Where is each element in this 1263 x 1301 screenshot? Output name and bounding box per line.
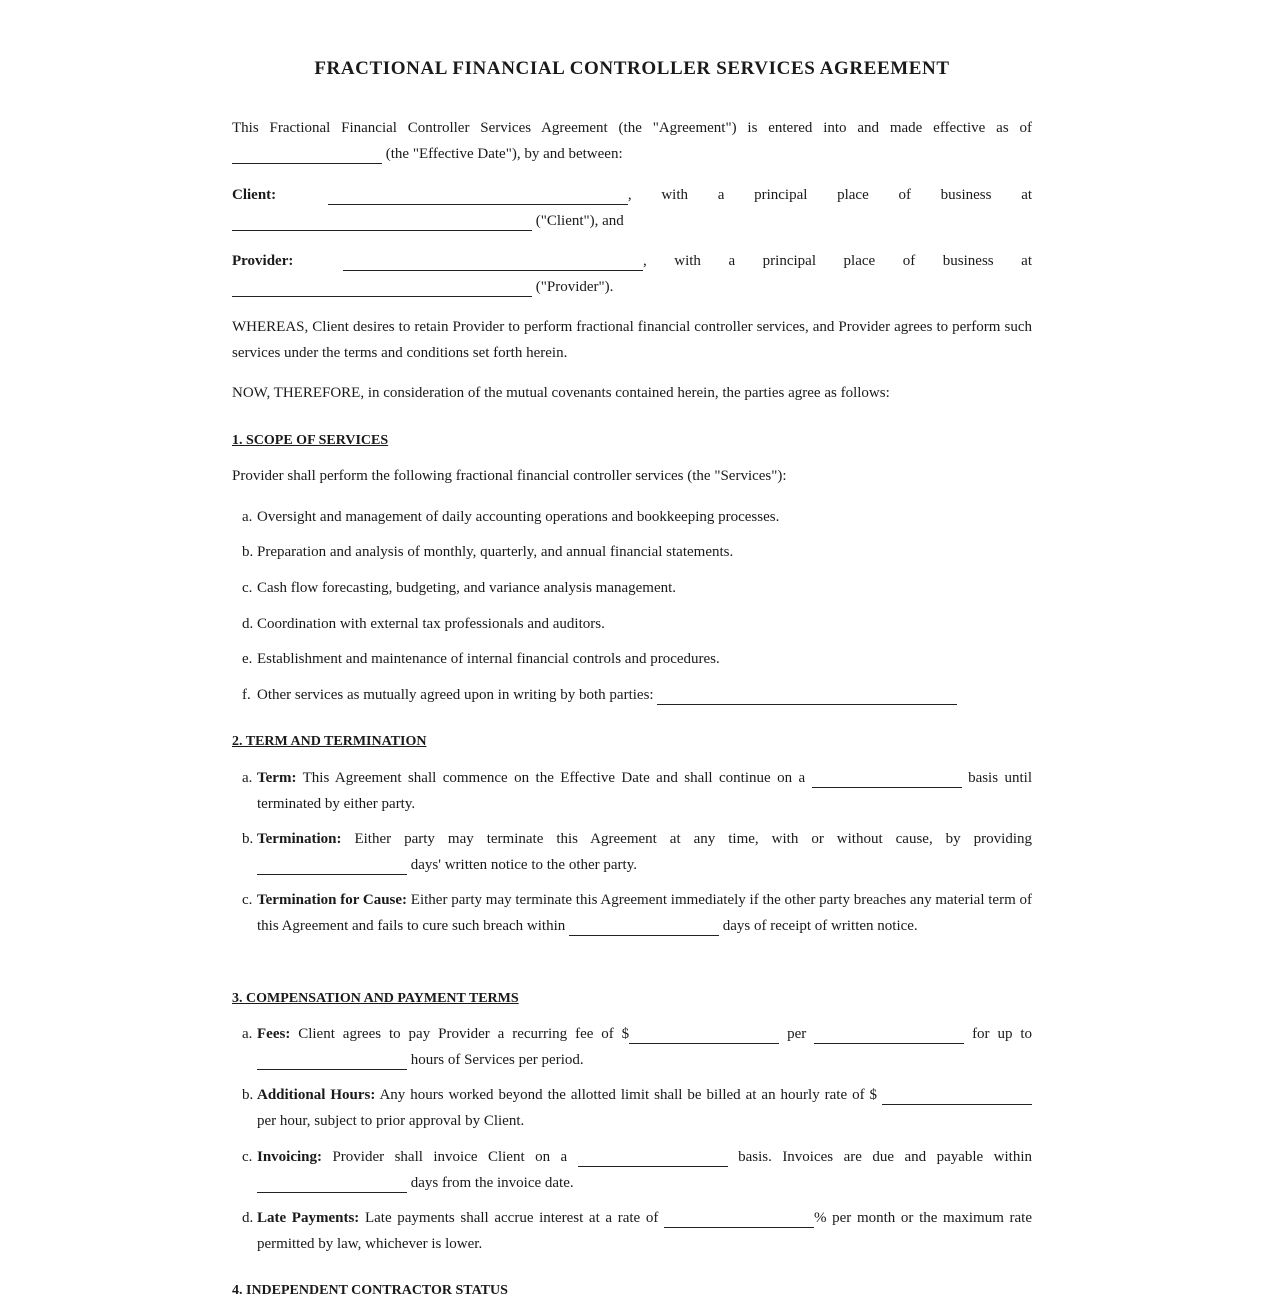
invoicing-label: Invoicing: bbox=[257, 1149, 323, 1165]
termination-text-2: days' written notice to the other party. bbox=[410, 857, 637, 873]
term-text-1: This Agreement shall commence on the Effective Date and shall continue on a bbox=[302, 770, 806, 786]
term-item-c bbox=[232, 887, 1032, 939]
additional-hours-item-text bbox=[257, 1082, 1032, 1134]
additional-hours-label: Additional Hours: bbox=[257, 1087, 376, 1103]
scope-item-b bbox=[232, 539, 1032, 565]
scope-item-marker: c. bbox=[242, 580, 253, 596]
section-1-heading: 1. SCOPE OF SERVICES bbox=[232, 433, 389, 448]
scope-item-marker: b. bbox=[242, 544, 254, 560]
invoicing-item-text bbox=[257, 1144, 1032, 1196]
termination-cause-text-1: Either party may terminate this Agreement immediately if the other party breaches any material term of this Agreement and fails to cure such breach within bbox=[257, 892, 1033, 934]
effective-date-blank[interactable] bbox=[232, 145, 382, 164]
fees-item-text bbox=[257, 1021, 1032, 1073]
term-item-marker: c. bbox=[242, 892, 253, 908]
scope-item-text: Other services as mutually agreed upon in writing by both parties: bbox=[257, 687, 654, 703]
compensation-item-c bbox=[232, 1144, 1032, 1196]
provider-paragraph bbox=[232, 248, 1032, 300]
fee-amount-blank[interactable] bbox=[629, 1025, 779, 1044]
late-payments-item-text bbox=[257, 1205, 1032, 1257]
client-label: Client: bbox=[232, 187, 277, 203]
invoicing-text-2: basis. Invoices are due and payable within bbox=[738, 1149, 1032, 1165]
client-line-1 bbox=[232, 182, 1032, 208]
term-item-a bbox=[232, 765, 1032, 817]
scope-item-marker: e. bbox=[242, 651, 253, 667]
provider-address-blank[interactable] bbox=[232, 278, 532, 297]
term-item-marker: b. bbox=[242, 831, 254, 847]
fee-hours-blank[interactable] bbox=[257, 1051, 407, 1070]
late-payments-label: Late Payments: bbox=[257, 1210, 360, 1226]
fees-text-2: per bbox=[787, 1026, 807, 1042]
fees-text-4: hours of Services per period. bbox=[410, 1052, 584, 1068]
provider-label: Provider: bbox=[232, 253, 294, 269]
scope-item-a bbox=[232, 504, 1032, 530]
provider-name-blank[interactable] bbox=[343, 252, 643, 271]
term-label: Term: bbox=[257, 770, 297, 786]
notice-days-blank[interactable] bbox=[257, 856, 407, 875]
termination-cause-item-text bbox=[257, 887, 1032, 939]
provider-line-2 bbox=[232, 274, 1032, 300]
client-line-1-text: , with a principal place of business at bbox=[627, 187, 1033, 203]
intro-line-1: This Fractional Financial Controller Services Agreement (the "Agreement") is entered into and made effective as of bbox=[232, 120, 1032, 136]
scope-item-e bbox=[232, 646, 1032, 672]
invoicing-text-1: Provider shall invoice Client on a bbox=[332, 1149, 568, 1165]
intro-line-2-text: (the "Effective Date"), by and between: bbox=[385, 146, 623, 162]
fees-text-1: Client agrees to pay Provider a recurring fee of $ bbox=[298, 1026, 630, 1042]
provider-line-2-text: ("Provider"). bbox=[535, 279, 614, 295]
scope-item-c bbox=[232, 575, 1032, 601]
hourly-rate-blank[interactable] bbox=[882, 1086, 1032, 1105]
scope-item-d bbox=[232, 611, 1032, 637]
interest-rate-blank[interactable] bbox=[664, 1209, 814, 1228]
term-text-2: basis until terminated by either party. bbox=[257, 770, 1032, 812]
compensation-item-marker: a. bbox=[242, 1026, 253, 1042]
scope-item-text: Oversight and management of daily accounting operations and bookkeeping processes. bbox=[257, 509, 780, 525]
additional-hours-text-1: Any hours worked beyond the allotted limit shall be billed at an hourly rate of $ bbox=[379, 1087, 878, 1103]
invoice-due-days-blank[interactable] bbox=[257, 1174, 407, 1193]
scope-item-text: Cash flow forecasting, budgeting, and variance analysis management. bbox=[257, 580, 677, 596]
compensation-item-marker: d. bbox=[242, 1210, 254, 1226]
term-item-b bbox=[232, 826, 1032, 878]
scope-item-text: Establishment and maintenance of internal financial controls and procedures. bbox=[257, 651, 720, 667]
section-3-heading: 3. COMPENSATION AND PAYMENT TERMS bbox=[232, 991, 519, 1006]
term-basis-blank[interactable] bbox=[812, 769, 962, 788]
section-1-intro bbox=[232, 463, 1032, 489]
intro-line-2 bbox=[232, 141, 1032, 167]
scope-item-marker: f. bbox=[242, 687, 251, 703]
other-services-blank[interactable] bbox=[657, 686, 957, 705]
termination-cause-label: Termination for Cause: bbox=[257, 892, 408, 908]
now-therefore-text: NOW, THEREFORE, in consideration of the mutual covenants contained herein, the parties agree as follows: bbox=[232, 385, 890, 401]
late-payments-text-1: Late payments shall accrue interest at a rate of bbox=[364, 1210, 659, 1226]
fees-text-3: for up to bbox=[972, 1026, 1033, 1042]
scope-item-f bbox=[232, 682, 1032, 708]
section-4-heading: 4. INDEPENDENT CONTRACTOR STATUS bbox=[232, 1283, 508, 1298]
scope-item-marker: a. bbox=[242, 509, 253, 525]
section-1-intro-text: Provider shall perform the following fractional financial controller services (the "Services"): bbox=[232, 468, 787, 484]
term-item-text bbox=[257, 765, 1032, 817]
cure-days-blank[interactable] bbox=[569, 917, 719, 936]
invoice-basis-blank[interactable] bbox=[578, 1148, 728, 1167]
client-address-blank[interactable] bbox=[232, 212, 532, 231]
compensation-item-marker: b. bbox=[242, 1087, 254, 1103]
scope-item-text: Coordination with external tax professionals and auditors. bbox=[257, 616, 605, 632]
invoicing-text-3: days from the invoice date. bbox=[410, 1175, 574, 1191]
compensation-item-marker: c. bbox=[242, 1149, 253, 1165]
termination-item-text bbox=[257, 826, 1032, 878]
client-line-2 bbox=[232, 208, 1032, 234]
additional-hours-text-2: per hour, subject to prior approval by Client. bbox=[257, 1113, 525, 1129]
whereas-text: WHEREAS, Client desires to retain Provider to perform fractional financial controller services, and Provider agrees to perform such services under the terms and conditions set forth herein. bbox=[232, 319, 1032, 361]
scope-item-marker: d. bbox=[242, 616, 254, 632]
section-2-heading: 2. TERM AND TERMINATION bbox=[232, 734, 427, 749]
provider-line-1-text: , with a principal place of business at bbox=[642, 253, 1033, 269]
fees-label: Fees: bbox=[257, 1026, 291, 1042]
compensation-item-b bbox=[232, 1082, 1032, 1134]
termination-text-1: Either party may terminate this Agreement at any time, with or without cause, by providing bbox=[354, 831, 1033, 847]
termination-label: Termination: bbox=[257, 831, 342, 847]
now-therefore-paragraph bbox=[232, 380, 1032, 406]
scope-item-text: Preparation and analysis of monthly, quarterly, and annual financial statements. bbox=[257, 544, 734, 560]
provider-line-1 bbox=[232, 248, 1032, 274]
client-line-2-text: ("Client"), and bbox=[535, 213, 624, 229]
termination-cause-text-2: days of receipt of written notice. bbox=[722, 918, 918, 934]
compensation-item-a bbox=[232, 1021, 1032, 1073]
late-payments-text-2: % per month or the maximum rate permitted by law, whichever is lower. bbox=[257, 1210, 1033, 1252]
client-paragraph bbox=[232, 182, 1032, 234]
fee-period-blank[interactable] bbox=[814, 1025, 964, 1044]
intro-paragraph bbox=[232, 115, 1032, 167]
term-item-marker: a. bbox=[242, 770, 253, 786]
whereas-paragraph bbox=[232, 314, 1032, 366]
client-name-blank[interactable] bbox=[328, 186, 628, 205]
document-title: FRACTIONAL FINANCIAL CONTROLLER SERVICES AGREEMENT bbox=[314, 58, 950, 79]
compensation-item-d bbox=[232, 1205, 1032, 1257]
